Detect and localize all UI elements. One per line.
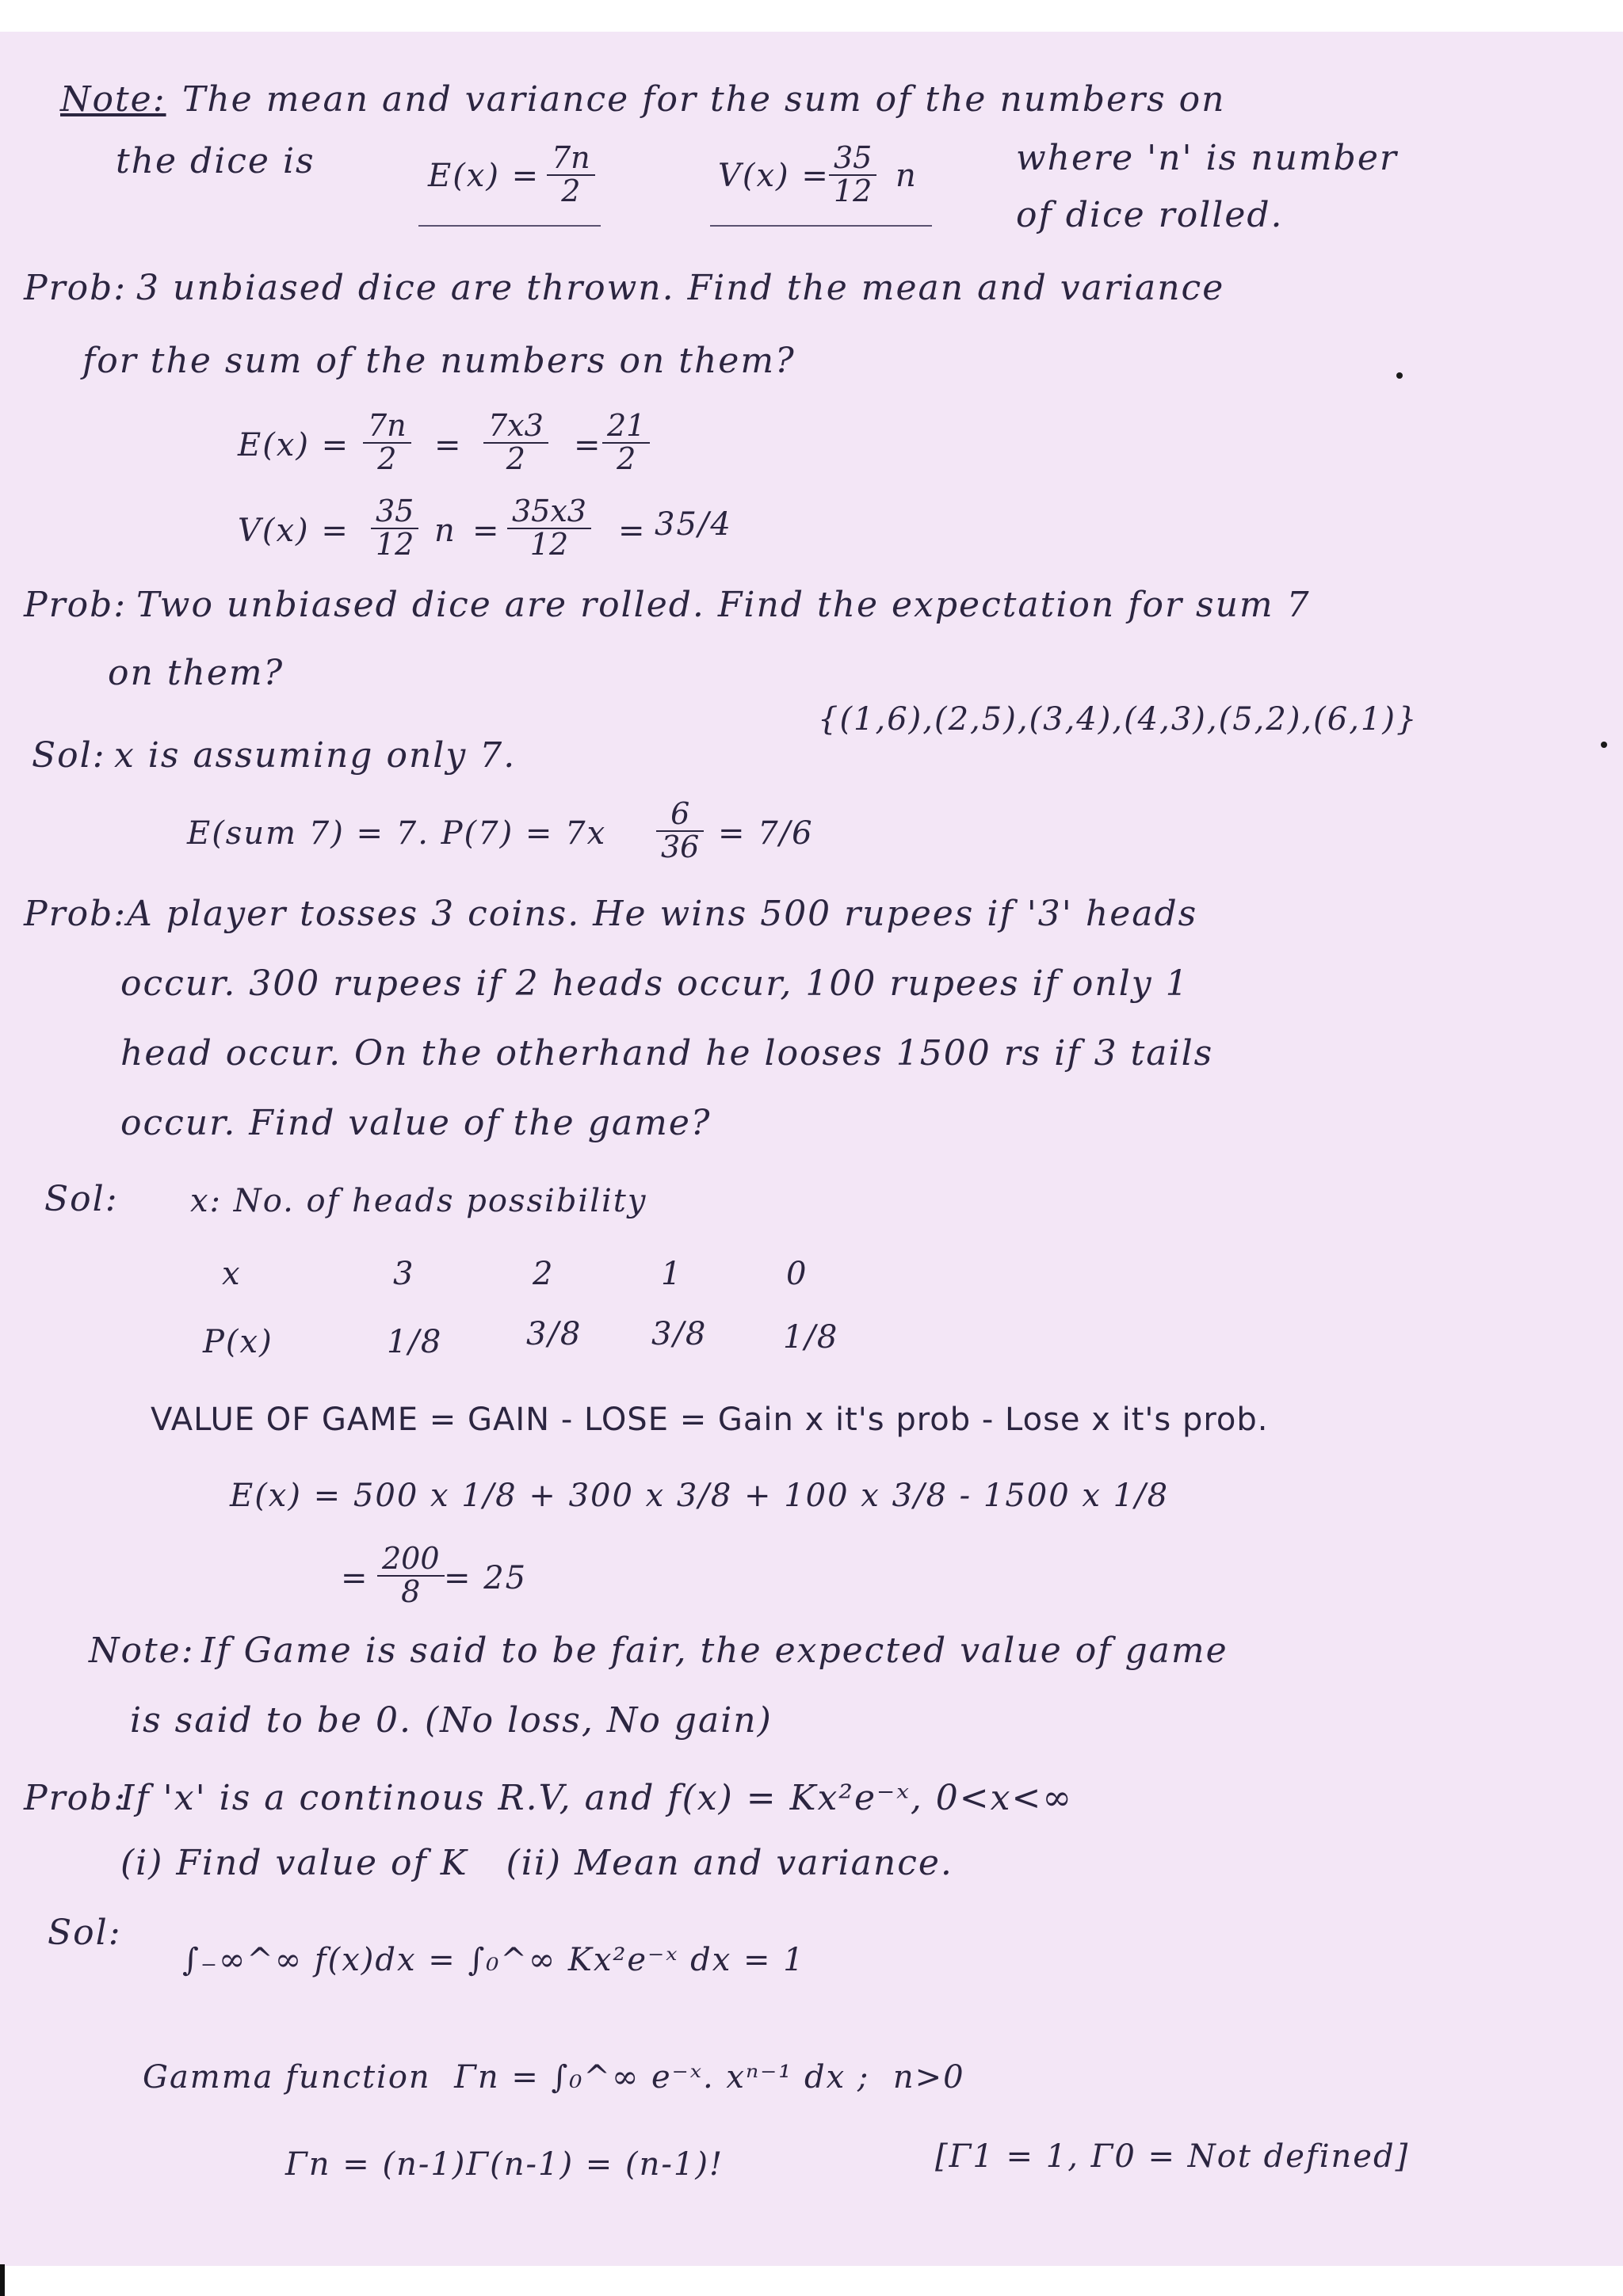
gamma-line: Gamma function Γn = ∫₀^∞ e⁻ˣ. xⁿ⁻¹ dx ; n>0 <box>143 2059 965 2096</box>
prob-text: A player tosses 3 coins. He wins 500 rupees if '3' heads <box>127 894 1198 934</box>
fraction: $\frac{35}{12}$ <box>371 496 418 561</box>
prob-text: on them? <box>108 653 285 693</box>
integral-line: ∫₋∞^∞ f(x)dx = ∫₀^∞ Kx²e⁻ˣ dx = 1 <box>182 1942 805 1978</box>
table-cell: 1/8 <box>783 1319 839 1356</box>
prob-text: Two unbiased dice are rolled. Find the expectation for sum 7 <box>136 585 1311 625</box>
formula-line: E(sum 7) = 7. P(7) = 7x <box>187 815 607 852</box>
fraction: $\frac{7x3}{2}$ <box>483 410 548 475</box>
prob-label: Prob: <box>24 268 128 308</box>
divider <box>418 225 601 227</box>
note-text: If Game is said to be fair, the expected value of game <box>201 1630 1228 1671</box>
table-cell: 1 <box>661 1256 683 1292</box>
prob-text: (i) Find value of K (ii) Mean and variance. <box>120 1843 953 1883</box>
formula-lhs: E(x) = <box>238 427 350 463</box>
notebook-page <box>0 32 1623 2266</box>
result: = 25 <box>444 1560 528 1596</box>
prob-text: 3 unbiased dice are thrown. Find the mean and variance <box>136 268 1225 308</box>
gamma-recursion: Γn = (n-1)Γ(n-1) = (n-1)! <box>285 2146 724 2183</box>
table-row-label: P(x) <box>203 1324 273 1360</box>
table-cell: 3/8 <box>526 1316 582 1352</box>
formula-tail: n <box>434 513 456 549</box>
table-cell: 0 <box>786 1256 808 1292</box>
prob-label: Prob: <box>24 1778 128 1818</box>
fraction: $\frac{200}{8}$ <box>377 1543 445 1608</box>
note-text: the dice is <box>116 141 315 181</box>
fraction: $\frac{7n}{2}$ <box>363 410 411 475</box>
sol-text: x: No. of heads possibility <box>190 1183 647 1219</box>
result: 35/4 <box>655 506 732 543</box>
equals-sign: = <box>574 427 602 463</box>
outcome-set: {(1,6),(2,5),(3,4),(4,3),(5,2),(6,1)} <box>818 701 1419 738</box>
note-label: Note: <box>60 79 166 120</box>
equals-sign: = <box>434 427 463 463</box>
fraction: $\frac{35}{12}$ <box>829 143 876 208</box>
divider <box>710 225 932 227</box>
formula-line: E(x) = 500 x 1/8 + 300 x 3/8 + 100 x 3/8 - 1500 x 1/8 <box>230 1478 1170 1514</box>
fraction: $\frac{21}{2}$ <box>602 410 650 475</box>
formula-lhs: V(x) = <box>718 158 830 194</box>
prob-text: If 'x' is a continous R.V, and f(x) = Kx²e⁻ˣ, 0<x<∞ <box>120 1778 1073 1818</box>
table-cell: 3/8 <box>651 1316 708 1352</box>
result: = 7/6 <box>718 815 814 852</box>
note-text: is said to be 0. (No loss, No gain) <box>130 1700 773 1741</box>
prob-text: occur. 300 rupees if 2 heads occur, 100 rupees if only 1 <box>120 963 1190 1004</box>
note-text: of dice rolled. <box>1016 195 1284 235</box>
equals-sign: = <box>472 513 501 549</box>
formula-lhs: E(x) = <box>428 158 540 194</box>
gamma-note: [Γ1 = 1, Γ0 = Not defined] <box>935 2138 1410 2175</box>
table-row-label: x <box>222 1256 242 1292</box>
prob-text: occur. Find value of the game? <box>120 1103 712 1143</box>
value-of-game: VALUE OF GAME = GAIN - LOSE = Gain x it's prob - Lose x it's prob. <box>151 1402 1269 1438</box>
fraction: $\frac{6}{36}$ <box>656 799 704 864</box>
table-cell: 3 <box>393 1256 415 1292</box>
equals-sign: = <box>341 1560 369 1596</box>
ink-dot <box>1396 372 1403 379</box>
sol-label: Sol: <box>32 735 106 776</box>
fraction: $\frac{35x3}{12}$ <box>507 496 591 561</box>
prob-label: Prob: <box>24 894 128 934</box>
note-text: The mean and variance for the sum of the numbers on <box>182 79 1226 120</box>
table-cell: 1/8 <box>387 1324 443 1360</box>
prob-text: for the sum of the numbers on them? <box>82 341 796 381</box>
formula-lhs: V(x) = <box>238 513 349 549</box>
formula-tail: n <box>896 158 918 194</box>
prob-text: head occur. On the otherhand he looses 1500 rs if 3 tails <box>120 1033 1214 1074</box>
table-cell: 2 <box>533 1256 555 1292</box>
sol-label: Sol: <box>48 1913 122 1953</box>
fraction: $\frac{7n}{2}$ <box>547 143 595 208</box>
note-label: Note: <box>89 1630 195 1671</box>
prob-label: Prob: <box>24 585 128 625</box>
scan-edge-mark <box>0 2264 5 2296</box>
sol-text: x is assuming only 7. <box>114 735 517 776</box>
ink-dot <box>1601 742 1607 748</box>
note-text: where 'n' is number <box>1016 138 1398 178</box>
equals-sign: = <box>618 513 647 549</box>
sol-label: Sol: <box>44 1179 119 1219</box>
